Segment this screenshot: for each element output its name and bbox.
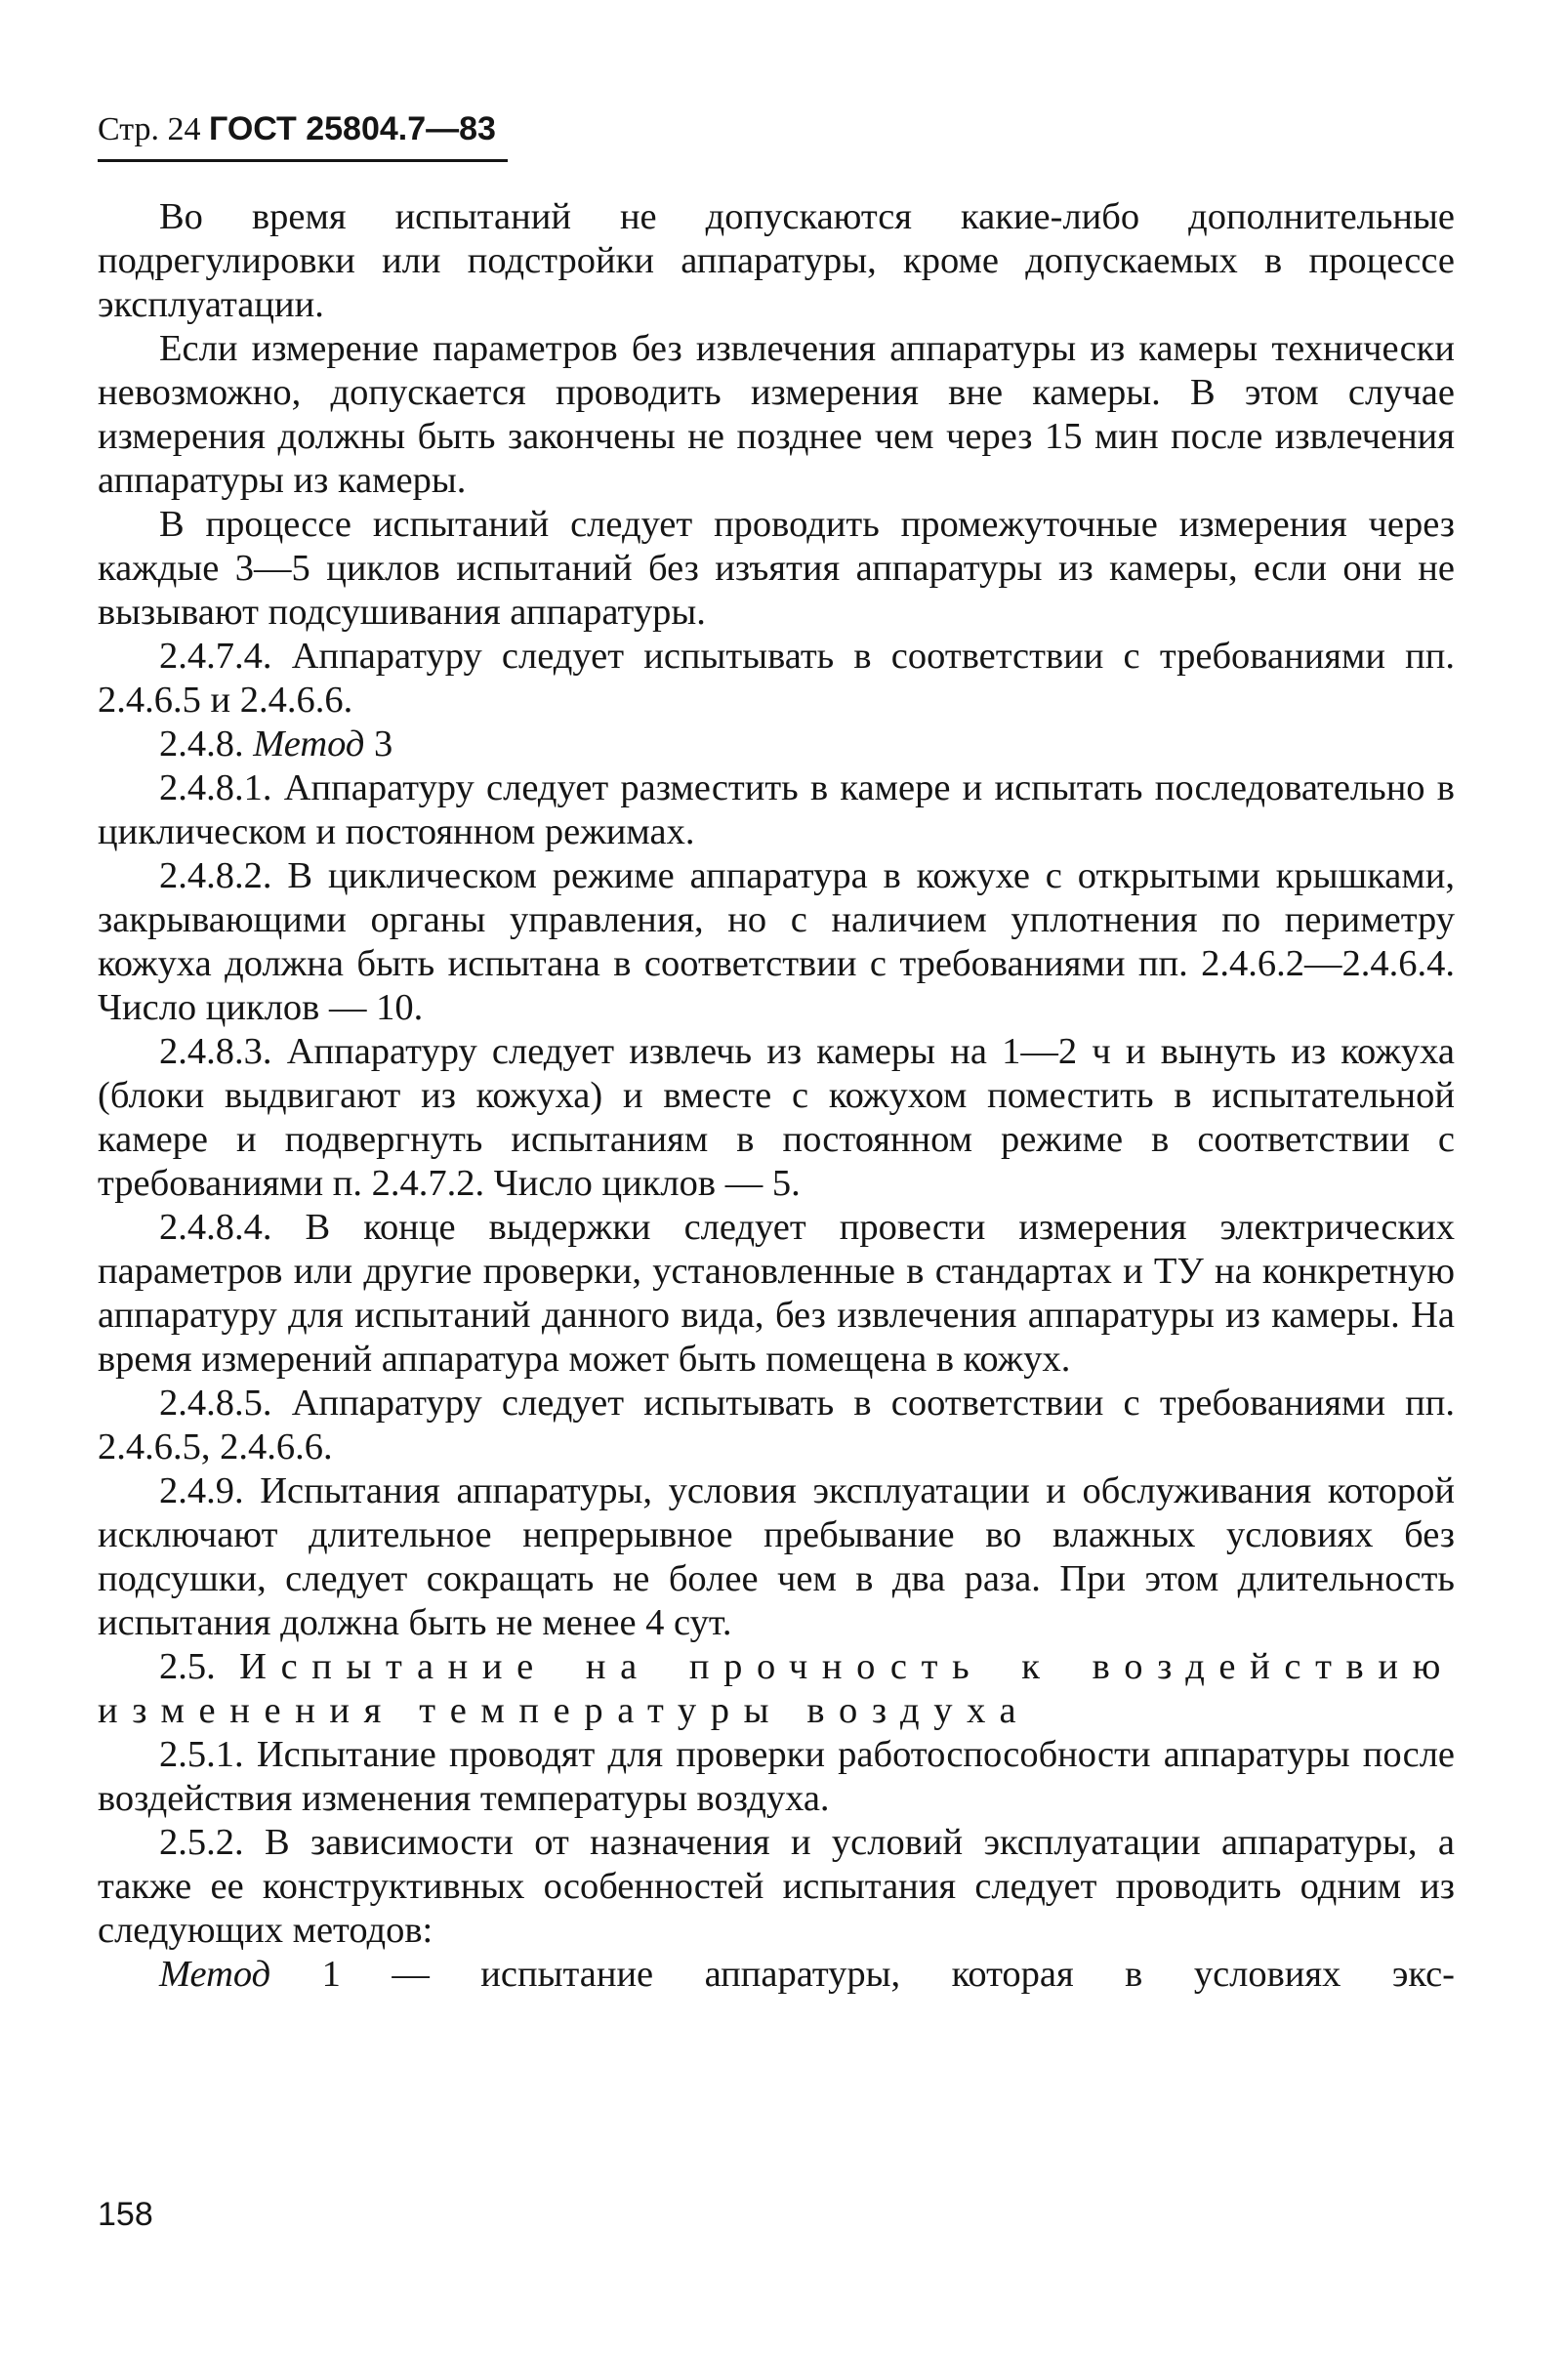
section-2-5-number: 2.5.	[159, 1646, 216, 1687]
standard-number: ГОСТ 25804.7—83	[209, 110, 496, 147]
header-rule	[98, 159, 508, 162]
paragraph-2-5-2: 2.5.2. В зависимости от назначения и условий эксплуатации аппаратуры, а также ее конструктивных особенностей испытания следует проводить одним из следующих методов:	[98, 1822, 1455, 1951]
section-2-5-title: Испытание на прочность к воздействию изменения температуры воздуха	[98, 1646, 1455, 1731]
paragraph: Во время испытаний не допускаются какие-либо дополнительные подрегулировки или подстройки аппаратуры, кроме допускаемых в процессе эксплуатации.	[98, 196, 1455, 325]
paragraph: Если измерение параметров без извлечения аппаратуры из камеры технически невозможно, допускается проводить измерения вне камеры. В этом случае измерения должны быть закончены не позднее чем через 15 мин после извлечения аппаратуры из камеры.	[98, 328, 1455, 501]
method-3-number: 2.4.8.	[159, 723, 244, 764]
paragraph-2-4-8-3: 2.4.8.3. Аппаратуру следует извлечь из камеры на 1—2 ч и вынуть из кожуха (блоки выдвигают из кожуха) и вместе с кожухом поместить в испытательной камере и подвергнуть испытаниям в постоянном режиме в соответствии с требованиями п. 2.4.7.2. Число циклов — 5.	[98, 1031, 1455, 1204]
method-1-paragraph	[98, 1953, 1455, 1997]
page-label: Стр. 24	[98, 111, 201, 147]
paragraph-2-4-7-4: 2.4.7.4. Аппаратуру следует испытывать в соответствии с требованиями пп. 2.4.6.5 и 2.4.6.6.	[98, 636, 1455, 721]
method-3-value: 3	[374, 723, 393, 764]
method-3-title: Метод	[253, 723, 365, 764]
page-header	[98, 109, 496, 149]
method-1-text: 1 — испытание аппаратуры, которая в условиях экс-	[321, 1954, 1455, 1995]
paragraph-2-4-9: 2.4.9. Испытания аппаратуры, условия эксплуатации и обслуживания которой исключают длительное непрерывное пребывание во влажных условиях без подсушки, следует сокращать не более чем в два раза. При этом длительность испытания должна быть не менее 4 сут.	[98, 1470, 1455, 1643]
paragraph: В процессе испытаний следует проводить промежуточные измерения через каждые 3—5 циклов испытаний без изъятия аппаратуры из камеры, если они не вызывают подсушивания аппаратуры.	[98, 504, 1455, 633]
paragraph-2-4-8-1: 2.4.8.1. Аппаратуру следует разместить в камере и испытать последовательно в циклическом и постоянном режимах.	[98, 767, 1455, 852]
method-3-heading	[98, 723, 1455, 766]
method-1-title: Метод	[159, 1954, 271, 1995]
paragraph-2-5-1: 2.5.1. Испытание проводят для проверки работоспособности аппаратуры после воздействия изменения температуры воздуха.	[98, 1734, 1455, 1819]
document-body	[98, 195, 1455, 1997]
paragraph-2-4-8-2: 2.4.8.2. В циклическом режиме аппаратура в кожухе с открытыми крышками, закрывающими органы управления, но с наличием уплотнения по периметру кожуха должна быть испытана в соответствии с требованиями пп. 2.4.6.2—2.4.6.4. Число циклов — 10.	[98, 855, 1455, 1028]
paragraph-2-4-8-4: 2.4.8.4. В конце выдержки следует провести измерения электрических параметров или другие проверки, установленные в стандартах и ТУ на конкретную аппаратуру для испытаний данного вида, без извлечения аппаратуры из камеры. На время измерений аппаратура может быть помещена в кожух.	[98, 1207, 1455, 1380]
section-2-5-heading	[98, 1645, 1455, 1733]
page-number: 158	[98, 2196, 153, 2233]
paragraph-2-4-8-5: 2.4.8.5. Аппаратуру следует испытывать в соответствии с требованиями пп. 2.4.6.5, 2.4.6.6.	[98, 1383, 1455, 1467]
